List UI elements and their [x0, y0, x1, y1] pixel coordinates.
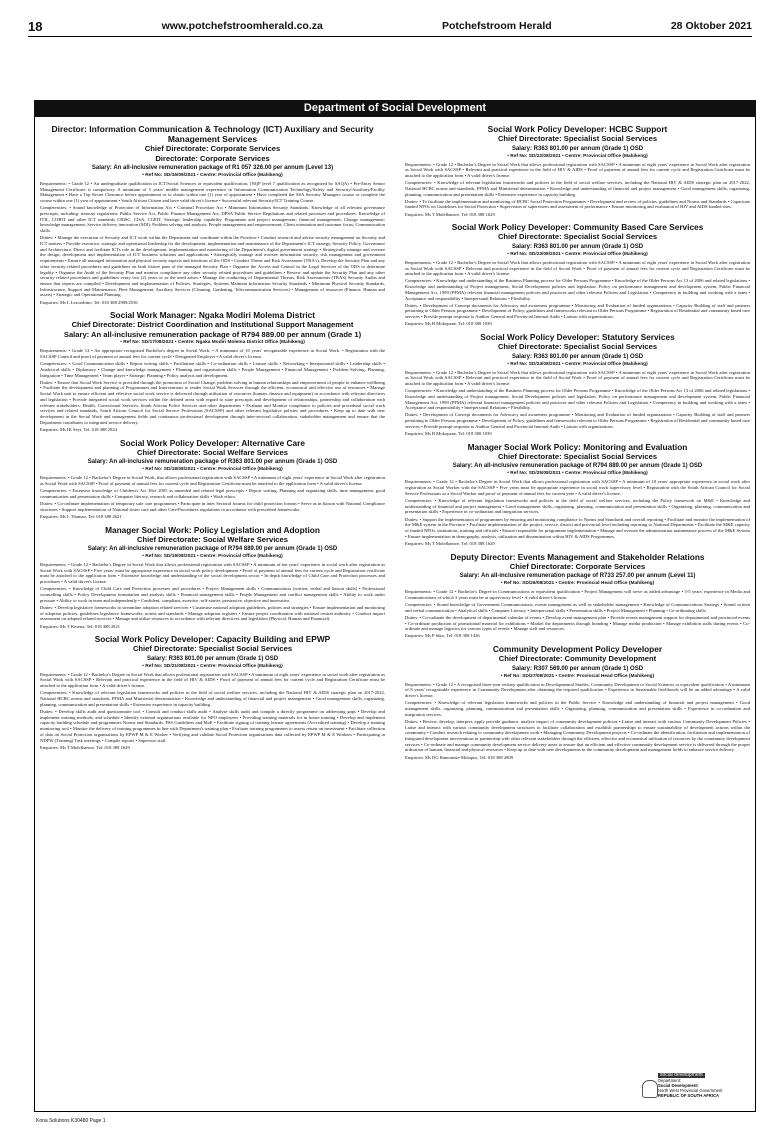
post-duties: Duties: • Manage the execution of Security and ICT work within the Department and coordinate within the Province • Conduct research and advise security management on Security and ICT matters • Provide executive, strategic and operational leadership for the development, implementation and maintenance of the Department's ICT strategy, Security Policy, Governance and Architecture. Direct and facilitate ICTs role in the development, implementation and monitoring of the Department's digital government strategy • Strategically manage and oversee the design, development and implementation of ICT business solutions and applications • Strategically manage and oversee information security, risk management and government requirements • Ensure all managed information and physical security aspects and functions of the ODS • Conduct Threat and Risk Assessment (TRA's), Develop the Security Plan and any other security related procedures and guidelines on both fixture pans of the managed Security Plan • Organise the Access and Control in the Legal Services of the ODS to determine legality • Organise the Audit of the Security Plan and monitor compliance any other security related procedures and guidelines • Review and update the Security Plan and any other security related procedures and guidelines every two (2) years or as the need arises • Manage the conducting of Departmental Threats, Risk Assessments (TRAS) Security Audits and ensure that reports are compiled • Development and implementation of Policies, Strategies, Systems Maintain Information Security Standards • Minimum Physical Security Standards, Infrastructure, Support and Maintenance, Fleet Management, Auxiliary Services (Cleaning, Gardening, Telecommunication Services) • Management of resources (Finance, Human and assets) • Strategic and Operational Planning. [40, 235, 385, 298]
post-ref: • Ref No: SD/26/08/2021 • Centre: Provincial Head Office (Mahikeng) [500, 581, 655, 587]
post-duties: Duties: • Develop skills audit and questionnaire tool • Consult and conduct skills audit • Analyse skills audit and compile a directly programme on addressing gaps • Develop and implement training methods, and schedule • Identify external organisations available for NPO employees • Providing training materials for in house training • Develop and implement capacity building schedule and programmes Norms and Standards, PSS Guidelines and MoE • Facilitate signing of training learner agreements (Accredited training) • Develop a training monitoring tool • Monitor the delivery of training programmes in line with Department's training plan • Evaluate training programmes to assess return on investment • Facilitate collection of data on Social Protection organisations by EPWP M & E Worker • Verifying and validate Social Protection organisations data collected by EPWP M & E Workers • Participating in NDPW (Training) Task meetings • Compile reports • Supervise staff. [40, 708, 385, 743]
post-chief-directorate: Chief Directorate: Specialist Social Services [497, 451, 658, 461]
logo-line-2: Social Development [658, 1083, 698, 1088]
post-competencies: Competencies: • Knowledge of Child Care and Protection processes and procedures • Project Management skills • Communication (written, verbal and liaison skills) • Professional counselling skills • Policy Development formulation and analysis skills • Financial management skills • People Management and conflict management skills • Ability to work under pressure • Ability to work in team and independently • Confident, compliant, assertive, self-starter, persuasive, objective and innovative. [40, 586, 385, 603]
right-column [405, 124, 750, 1104]
post-duties: Duties: • Development of Concept documents for Advocacy and awareness programme • Monitoring and Evaluation of funded organizations • Capacity Building of staff and partners pertaining to Older Persons programme • Development of Policy, guidelines and frameworks relevant to Older Persons Programme • Registration of Residential and community based care services • Provide prompt response to Auditor General and Provincial Internal Audit • Liaison with organizations. [405, 302, 750, 320]
post-chief-directorate: Chief Directorate: Corporate Services [509, 561, 646, 571]
post-statutory-services [405, 332, 750, 437]
post-duties: Duties: • Develop legislative frameworks to streamline adoption related services • Customise national adoption guidelines, policies and strategies • Ensure implementation and monitoring of adoption policies, guidelines legislative frameworks, norms and standards • Manage adoption registers • Ensure proper coordination with national central authority • Conduct impact assessment on adopted related services • Manage and utilise resources in accordance with relevant directives and legislation (Physical, Human and Financial). [40, 604, 385, 622]
masthead [28, 16, 752, 37]
post-ref: • Ref No: SD/17/08/2021 • Centre: Ngaka Modiri Molema District Office (Mahikeng) [120, 340, 305, 346]
post-chief-directorate: Chief Directorate: Corporate Services [144, 144, 281, 153]
post-chief-directorate: Chief Directorate: Specialist Social Services [497, 134, 658, 143]
post-enquiries: Enquiries: Ms T Molefhanwe, Tel: 018 388 1629 [405, 211, 495, 217]
post-duties: Duties: • Review, develop, interpret, apply provide guidance, analyse impact of community development policies • Liaise and interact with various Community Development Policies • Liaise and interact with various community development structures to facilitate collaboration and establish partnerships to ensure sustainability of development actions within the community • Conduct research relating to community development work • Managing Community Development projects • Co-ordinate the identification, facilitation and implementation of Integrated development interventions in partnership with other relevant stakeholders through the efficient, effective and economical utilisation of resources by the community development services • Co-ordinate and manage community development service delivery areas to ensure that an efficient and effective community development service is delivered through the proper utilisation of human, financial and physical resources • Keep up to date with new developments in the community development and management fields to enhance service delivery. [405, 718, 750, 753]
post-competencies: Competencies: • Knowledge of relevant legislation frameworks and policies in the field of social welfare services, including the Policy framework on M&E • Knowledge and understanding of financial and project management • Good management skills, organizing, planning, communication and presentation skills • Organizing, planning, communication and presentation skills • Experience in co-ordination and integration services. [405, 497, 750, 515]
post-ref: • Ref No: SD/27/08/2021 • Centre: Provincial Head Office (Mahikeng) [500, 673, 655, 679]
post-enquiries: Enquiries: Ms DG Ramontsie-Molapisi, Tel: 018 388 2809 [405, 754, 514, 760]
post-chief-directorate: Chief Directorate: Specialist Social Services [132, 644, 293, 654]
post-competencies: Competencies: • Knowledge and understanding of the Business Planning process for Older Persons Programme • Knowledge of the Older Persons Act 13 of 2006 and related legislations • Knowledge and understanding of Project management, Social Development policies and legislation. Policy on performance management and development system, Public Financial Management Act, 1999 (PFMA) relevant financial management policies and practices and other relevant Policies and Legislation • Competency in building and working with a team • Acceptance and responsibility • Interpersonal Relations • Flexibility. [405, 388, 750, 411]
post-ref: • Ref No: SD/19/08/2021 • Centre: Provincial Office (Mahikeng) [142, 554, 283, 560]
post-chief-directorate: Chief Directorate: District Coordination and Institutional Support Management [71, 320, 354, 330]
post-enquiries: Enquiries: Ms B Mokopane, Tel: 018 388 1039 [405, 431, 492, 437]
post-competencies: Competencies: • Sound knowledge of Government Communications, events management as well as stakeholder management • Knowledge of Communications Strategy • Sound written and verbal communication • Analytical skills • Computer Literacy • Interpersonal skills • Presentation skills • Project Management • Planning • Co-ordinating skills. [405, 601, 750, 613]
post-competencies: Competencies: • Sound knowledge of Protection of Information Act • Criminal Procedure Act • Minimum Information Security Standards. Knowledge of all relevant governance prescripts, including: treasury regulations, Public Service Act, Public Finance Management Act, DPSA Public Service Regulations and related processes and procedures. Knowledge of ITIL, COBIT and other ICT standards CRISC, CISA, CGEIT. Strategic leadership capability. Programme and project management; financial management; Change management; knowledge management; Service delivery innovation (SDI); Problem solving and analysis; People management and empowerment; Client orientation and customer focus; Communication skills. [40, 205, 385, 234]
post-enquiries: Enquiries: Ms T Molefhanwe, Tel: 018 388 1629 [40, 744, 130, 750]
logo-line-3: North West Provincial Government [658, 1088, 723, 1093]
post-enquiries: Enquiries: Ms IK Seyi, Tel: 018 388 2924 [40, 426, 117, 432]
post-ref: • Ref No: SD/18/08/2021 • Centre: Provincial Office (Mahikeng) [142, 467, 283, 473]
coat-of-arms-icon [642, 1080, 658, 1098]
post-hcbc-support [405, 124, 750, 217]
post-alternative-care [40, 438, 385, 520]
post-enquiries: Enquiries: Ms T Kesena, Tel: 018 388 2821 [40, 623, 121, 629]
left-column [40, 124, 385, 1104]
post-ref: • Ref No: SD/22/08/2021 • Centre: Provincial Office (Mahikeng) [507, 153, 648, 159]
post-title: Social Work Policy Developer: HCBC Support [487, 124, 668, 134]
post-requirements: Requirements: • Grade 12 • Bachelor's Degree in Social Work that allows professional registration with SACSSP • A minimum of eight years' experience in Social Work after registration as Social Work with SACSSP • Relevant and practical experience in the field of Social Work • Proof of payment of annual fees for current cycle and Registration Certificate must be attached to the application form • A valid driver's license. [405, 369, 750, 386]
post-salary: Salary: R307 569.00 per annum (Grade 1) OSD [511, 665, 644, 672]
post-salary: Salary: R363 801.00 per annum (Grade 1) OSD [511, 353, 644, 360]
post-enquiries: Enquiries: Ms B Mokopane, Tel: 018 388 1039 [405, 321, 492, 327]
footer-credit: Kona Solutions K30480 Page 1 [36, 1118, 106, 1124]
post-duties: Duties: • Support the implementation of programmes by ensuring and monitoring compliance to Norms and Standards and overall reporting • Facilitate and monitor the implementation of the M&E system in the Province • Facilitate implementation of the project, service, district and provincial level including reporting to National Departments • Facilitate the M&E capacity of funded NPOs, institutions, training and officials • Ensure responsible for programme implementation • Manage and oversee the administration maintenance process of the M&E System • Ensure implementation in demography, analysis, utilisation and dissemination within HIV & AIDS Programmes. [405, 516, 750, 539]
post-requirements: Requirements: • Grade 12 • Bachelor's Degree in Social Work that allows professional registration with SACSSP • A minimum of 10 years' appropriate experience in social work after registration as Social Worker with the SACSSP • Five years must be appropriate experience in social work supervisory level • Registration with the South African Council for Social Service Professions as a Social Worker and proof of payment of annual fees for current year • A valid driver's license. [405, 479, 750, 496]
post-community-development-policy [405, 644, 750, 760]
post-salary: Salary: An all-inclusive remuneration package of R794 889.00 per annum (Grade 1) OSD [452, 463, 703, 470]
post-chief-directorate: Chief Directorate: Community Development [498, 654, 657, 664]
post-title: Social Work Policy Developer: Capacity Building and EPWP [94, 634, 331, 645]
post-salary: Salary: An all-inclusive remuneration package of R733 257.00 per annum (Level 11) [459, 573, 696, 580]
post-events-management [405, 552, 750, 640]
post-duties: Duties: • Co-ordinate implementation of temporary safe care programmes • Participate in inter Sectoral forums for child protection forums • Serve as in liaison with National Compliance structures • Support implementation of National foster care and other Care/Procedures regulations in accordance with prescribed frameworks. [40, 500, 385, 512]
post-requirements: Requirements: • Grade 12 • An undergraduate qualification in ICT/Social Sciences or equivalent qualification, (NQF level 7 qualification as recognized by SAQA) • Pre-Entry Senior Management Certificate is compulsory. A minimum of 5 years' middle management experience in Information Communication Technology/Safety and Security/Auxiliary/Facility Management • Have a Top Secret Clearance before appointment or to obtain within one (1) year of appointment • Have completed the SSA Security Managers course or complete the course within one (1) year of appointment • South African Citizen and have valid driver's license • Successful relevant Security/ICT Training Course. [40, 181, 385, 204]
logo-line-4: REPUBLIC OF SOUTH AFRICA [658, 1093, 720, 1098]
post-ref: • Ref No: SD/25/08/2021 • Centre: Provincial Office (Mahikeng) [507, 471, 648, 477]
post-competencies: Competencies: • Knowledge and understanding of the Business Planning process for Older Persons Programme • Knowledge of the Older Persons Act 13 of 2006 and related legislations • Knowledge and understanding of Project management, Social Development policies and legislation. Policy on performance management and development system, Public Financial Management Act, 1999 (PFMA) relevant financial management policies and practices and other relevant Policies and Legislation • Competency in building and working with a team • Acceptance and responsibility • Interpersonal Relations • Flexibility. [405, 278, 750, 301]
post-title: Director: Information Communication & Technology (ICT) Auxiliary and Security Management Services [51, 124, 374, 144]
post-title: Community Development Policy Developer [492, 644, 663, 655]
website[interactable]: www.potchefstroomherald.co.za [161, 20, 323, 32]
department-logo [658, 1072, 754, 1108]
post-title: Social Work Manager: Ngaka Modiri Molema District [109, 310, 315, 321]
logo-tag: social development [660, 1072, 703, 1078]
post-requirements: Requirements: • Grade 12 • Bachelor's Degree in Social Work that allows professional registration with SACSSP • A minimum of eight years' experience in Social Work after registration as Social Work with SACSSP • Relevant and practical experience in the field of HIV & AIDS • Proof of payment of annual fees for current cycle and Registration Certificate must be attached to the application form • A valid driver's license. [405, 161, 750, 178]
post-chief-directorate: Chief Directorate: Social Welfare Services [137, 534, 288, 544]
post-ict-director [40, 124, 385, 305]
post-competencies: Competencies: • Knowledge of relevant legislation frameworks and policies in the field of social welfare services, including the National HIV & AIDS strategic plan on 2017-2022, National HCBC norms and standards, PFMA and Ministerial determination • Knowledge and understanding of financial and project management • Good management skills, organizing, planning, communication and presentation skills • Extensive experience in capacity building. [40, 690, 385, 707]
post-competencies: Competencies: • Knowledge of relevant legislation frameworks and policies in the field of social welfare services, including the National HIV & AIDS strategic plan on 2017-2022, National HCBC norms and standards, PFMA and Ministerial determination • Knowledge and understanding of financial and project management • Good management skills, organizing, planning, communication and presentation skills • Extensive experience in capacity building. [405, 180, 750, 197]
post-title: Manager Social Work Policy: Monitoring and Evaluation [467, 441, 688, 452]
post-ref: • Ref No: SD/21/08/2021 • Centre: Provincial Office (Mahikeng) [142, 663, 283, 669]
post-requirements: Requirements: • Grade 12 • An appropriate recognised Bachelor's degree in Social Work. • A minimum of 10 years' recognizable experience in Social Work. • Registration with the SACSSP Council and proof of payment of annual fees for current cycle • Designated Employer • A valid driver's license. [40, 348, 385, 359]
post-competencies: Competencies: • Knowledge of relevant legislation frameworks and policies in the Public Service • Knowledge and understanding of financial and project management • Good management skills, organizing, planning, communication and presentation skills • Organizing, planning, communication and presentation skills • Experience in co-ordination and integration services. [405, 700, 750, 717]
post-competencies: Competencies: • Good Communication skills • Report writing skills • Facilitation skills • Co-ordination skills • Liaison skills • Networking • Interpersonal skills • Leadership skills • Analytical skills • Diplomacy • Change and knowledge management • Planning and organisation skills • People Management • Financial Management • Problem Solving, Planning, Integration • Time Management • Team player • Strategic Planning • Policy analysis and development. [40, 361, 385, 378]
post-ref: • Ref No: SD/24/08/2021 • Centre: Provincial Office (Mahikeng) [507, 361, 648, 367]
post-social-work-manager [40, 310, 385, 432]
post-salary: Salary: An all-inclusive remuneration package of R363 801.00 per annum (Grade 1) OSD [87, 459, 338, 466]
post-title: Manager Social Work: Policy Legislation and Adoption [105, 524, 320, 535]
post-directorate: Directorate: Corporate Services [155, 153, 270, 163]
post-enquiries: Enquiries: Ms T Molefhanwe, Tel: 018 388 1629 [405, 540, 495, 546]
post-requirements: Requirements: • Grade 12 • Bachelor's Degree in Social Work, that allows professional registration with SACSSP • A minimum of eight years' experience in Social Work after registration as Social Work with SACSSP • Proof of payment of annual fees for current cycle and Registration Certificate must be attached to the application form • A valid driver's license. [40, 475, 385, 486]
post-policy-legislation-adoption [40, 525, 385, 630]
post-community-based-care [405, 222, 750, 327]
post-title: Social Work Policy Developer: Community Based Care Services [451, 222, 704, 233]
post-salary: Salary: R363 801.00 per annum (Grade 1) OSD [511, 243, 644, 250]
post-duties: Duties: • Ensure that Social Work Service is provided through the promotion of Social Change, problem solving in human relationships and empowerment of people to enhance wellbeing • Facilitate the development and planning of Programmes and Interventions to render Social Work Services through the efficient, economical and effective use of resources • Manage Social Work unit to ensure efficient and effective social work service is delivered through utilisation of resources (human, finance and equipment) in accordance with relevant directives and legislation • Provide integrated social work services within the defined areas with regard to state prescripts and development of relationships, partnership and collaboration with relevant stakeholders: Health, Correctional Services, South African Police Services and other departments • Evaluate and Monitor compliance to policies and procedural social work services and related standards, South African Council for Social Service Professions (SACSSP) and other relevant legislative policies and procedures • Keep up to date with new development in the Social Work and management fields and continuous professional development through inter-sectoral collaboration, stakeholder management and ensure that the Department contributes to integrated service delivery. [40, 379, 385, 425]
post-enquiries: Enquiries: Ms P Siko, Tel: 018 388 1426 [405, 633, 480, 639]
post-salary: Salary: An all-inclusive remuneration package of R1 057 326.00 per annum (Level 13) [91, 165, 334, 171]
post-capacity-building-epwp [40, 634, 385, 750]
post-chief-directorate: Chief Directorate: Specialist Social Services [497, 342, 658, 352]
paper-name: Potchefstroom Herald [442, 20, 552, 32]
post-chief-directorate: Chief Directorate: Social Welfare Services [137, 447, 288, 457]
post-enquiries: Enquiries: Ms L Lesoodimo, Tel: 018 388 2989/2556 [40, 299, 138, 305]
post-duties: Duties: • Co-ordinate the development of departmental calendar of events • Develop event management plan • Provide events management support for departmental and provincial events • Co-ordinate production of promotional material for exhibitions • Market the departments through branding • Manage media production • Manage exhibition stalls during events • Co-ordinate and manage logistics for various types of events • Manage staff and resources. [405, 614, 750, 632]
post-duties: Duties: • Development of Concept documents for Advocacy and awareness programme • Monitoring and Evaluation of funded organizations • Capacity Building of staff and partners pertaining to Older Persons programme • Development of Policy, guidelines and frameworks relevant to Older Persons Programme • Registration of Residential and community based care services • Provide prompt response to Auditor General and Provincial Internal Audit • Liaison with organizations. [405, 412, 750, 429]
post-salary: Salary: An all-inclusive remuneration package of R794 889.00 per annum (Grade 1) [63, 329, 362, 339]
post-requirements: Requirements: • Grade 12 • Bachelor's Degree in Social Work that allows professional registration with SACSSP • A minimum of eight years' experience in social work after registration as Social Work with SACSSP • Relevant and practical experience in the field of HIV & AIDS • Proof of payment of annual fees for current cycle and Registration Certificate must be attached to the application form • A valid driver's license. [40, 671, 385, 689]
post-title: Social Work Policy Developer: Statutory Services [480, 332, 675, 343]
post-salary: Salary: R363 801.00 per annum (Grade 1) OSD [146, 655, 279, 662]
post-title: Social Work Policy Developer: Alternative Care [120, 437, 305, 448]
post-requirements: Requirements: • Grade 12 • A recognised three-year tertiary qualification in Developmental Studies, Community Development or Social Sciences or equivalent qualification • A minimum of 8 years' recognisable experience in Community Development after obtaining the required qualification • Experience in Sustainable livelihoods will be an added advantage • A valid driver's license. [405, 681, 750, 699]
post-enquiries: Enquiries: Ms L Thamao, Tel: 018 388 2621 [40, 513, 122, 519]
issue-date: 28 Oktober 2021 [670, 20, 752, 32]
department-banner: Department of Social Development [34, 100, 756, 117]
logo-line-1: Department: [658, 1078, 682, 1083]
post-title: Deputy Director: Events Management and Stakeholder Relations [450, 551, 705, 562]
post-requirements: Requirements: • Grade 12 • Bachelor's Degree in Social Work that allows professional registration with SACSSP • A minimum of eight years' experience in Social Work after registration as Social Work with SACSSP • Relevant and practical experience in the field of Social Work • Proof of payment of annual fees for current cycle and Registration Certificate must be attached to the application form • A valid driver's license. [405, 259, 750, 277]
post-salary: Salary: R363 801.00 per annum (Grade 1) OSD [511, 145, 644, 152]
post-salary: Salary: An all-inclusive remuneration package of R794 889.00 per annum (Grade 1) OSD [87, 546, 338, 553]
post-duties: Duties: • To facilitate the implementation and monitoring of HCBC Social Protection Programmes • Development and review of policies, guidelines and Norms and Standards • Capacitate funded NPOs on Guidelines for Social Protection • Supervision of supervisees and assessment of performance • Ensure monitoring and evaluation of HIV and AIDS funded sites. [405, 198, 750, 210]
post-chief-directorate: Chief Directorate: Specialist Social Services [497, 232, 658, 242]
post-competencies: Competencies: • Extensive knowledge of Children's Act 38of 2005 as amended and related legal prescripts • Report writing, Planning and organizing skills, time management, good communication and presentation skills • Computer literacy, research and collaboration skills • Work ethics. [40, 488, 385, 499]
post-ref: • Ref No: SD/16/09/2021 • Centre: Provincial Office (Mahikeng) [142, 173, 283, 178]
post-requirements: Requirements: • Grade 12 • Bachelor's Degree in Social Work that allows professional registration with SACSSP • A minimum of ten years' experience in social work after registration as Social Work with SACSSP • Five years' must be appropriate experience in social work policy development • Proof of payment of annual fees for current cycle and Registration certificate must be attached to the application form • Extensive knowledge and understanding of the social development sector • In depth knowledge of Child Care and Protection processes and procedures • A valid driver's license. [40, 562, 385, 585]
post-ref: • Ref No: SD/23/08/2021 • Centre: Provincial Office (Mahikeng) [507, 251, 648, 257]
post-requirements: Requirements: • Grade 12 • Bachelor's Degree in Communications or equivalent qualification • Project Management will serve as added advantage • 3-5 years' experience in Media and Communications of which 3 years must be at supervisory level • A valid driver's license. [405, 589, 750, 600]
post-monitoring-evaluation [405, 442, 750, 547]
page-number: 18 [28, 18, 43, 34]
